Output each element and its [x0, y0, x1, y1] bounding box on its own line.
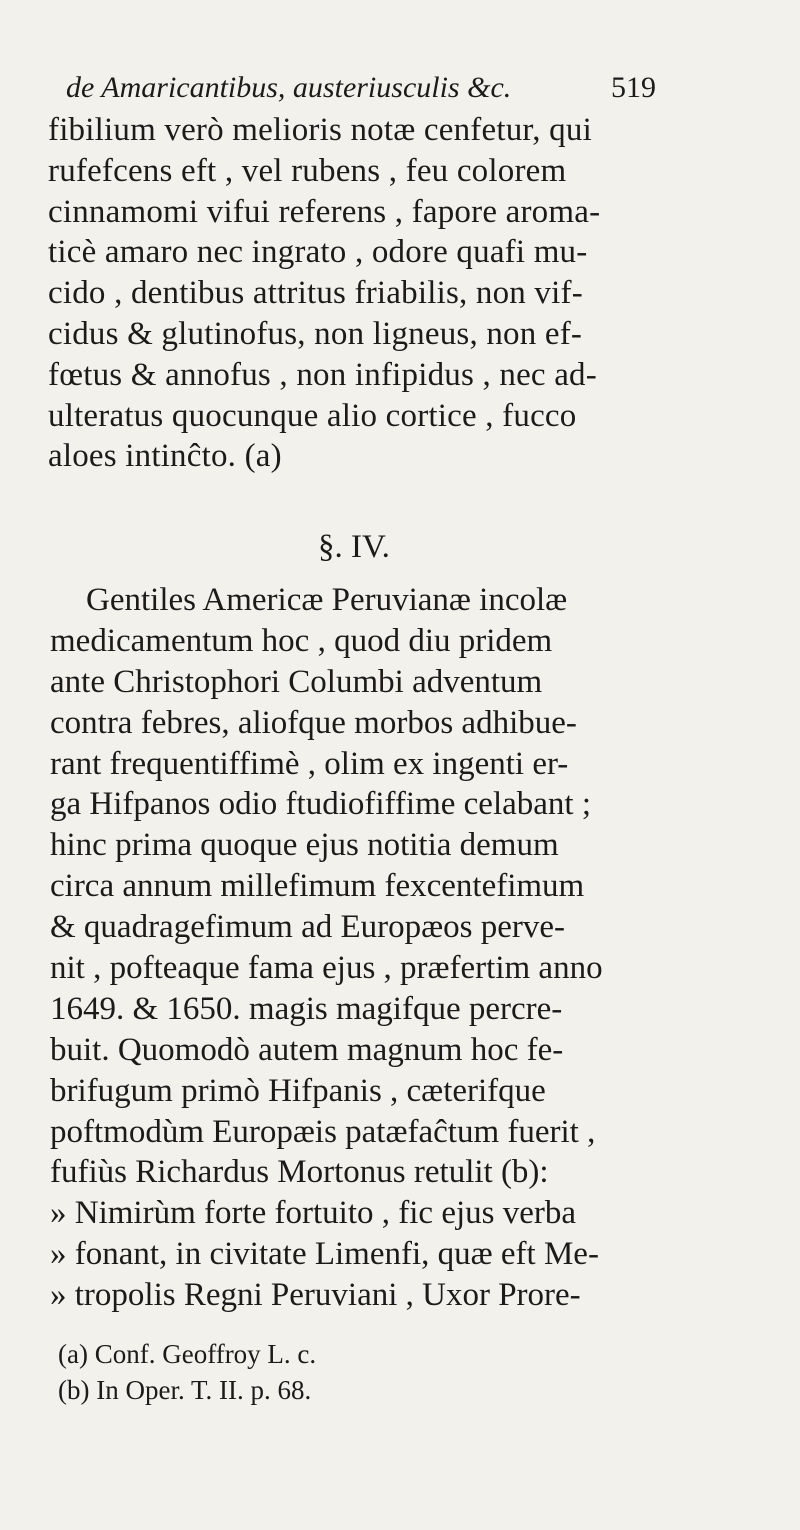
- text-line: ticè amaro nec ingrato , odore quafi mu-: [48, 234, 588, 271]
- text-line: Gentiles Americæ Peruvianæ incolæ: [86, 582, 568, 618]
- running-head: [66, 68, 666, 108]
- text-line: medicamentum hoc , quod diu pridem: [50, 622, 553, 659]
- text-line: fibilium verò melioris notæ cenfetur, qui: [48, 112, 592, 148]
- text-line: buit. Quomodò autem magnum hoc fe-: [50, 1031, 564, 1068]
- running-head-title: de Amaricantibus, austeriusculis &c.: [66, 71, 512, 104]
- footnote: (a) Conf. Geoffroy L. c.: [58, 1339, 317, 1369]
- text-line: 1649. & 1650. magis magifque percre-: [50, 990, 563, 1027]
- quoted-line: » Nimirùm forte fortuito , fic ejus verba: [50, 1195, 577, 1232]
- text-line: cidus & glutinofus, non ligneus, non ef-: [48, 315, 583, 352]
- footnote: (b) In Oper. T. II. p. 68.: [58, 1375, 312, 1405]
- text-line: ulteratus quocunque alio cortice , fucco: [48, 397, 577, 434]
- text-line: & quadragefimum ad Europæos perve-: [50, 909, 566, 946]
- text-line: brifugum primò Hifpanis , cæterifque: [50, 1072, 546, 1109]
- text-line: contra febres, aliofque morbos adhibue-: [50, 704, 577, 741]
- text-line: cido , dentibus attritus friabilis, non vif-: [48, 275, 583, 312]
- text-line: cinnamomi vifui referens , fapore aroma-: [48, 193, 601, 230]
- text-line: circa annum millefimum fexcentefimum: [50, 868, 585, 905]
- section-heading: §. IV.: [318, 529, 390, 565]
- text-line: fœtus & annofus , non infipidus , nec ad-: [48, 356, 597, 393]
- text-line: rant frequentiffimè , olim ex ingenti er-: [50, 745, 569, 782]
- text-line: ga Hifpanos odio ftudiofiffime celabant ;: [50, 786, 591, 823]
- quoted-line: » fonant, in civitate Limenfi, quæ eft Me-: [50, 1236, 599, 1273]
- paragraph-2: [50, 580, 760, 1316]
- footnotes: [58, 1336, 658, 1408]
- text-line: ante Christophori Columbi adventum: [50, 663, 543, 700]
- page-number: 519: [611, 71, 656, 104]
- paragraph-1: [48, 110, 748, 477]
- text-line: nit , pofteaque fama ejus , præfertim anno: [50, 950, 603, 987]
- text-line: fufiùs Richardus Mortonus retulit (b):: [50, 1154, 549, 1191]
- text-line: poftmodùm Europæis patæfaĉtum fuerit ,: [50, 1113, 596, 1150]
- text-line: aloes intinĉto. (a): [48, 438, 282, 475]
- text-line: hinc prima quoque ejus notitia demum: [50, 827, 559, 864]
- quoted-line: » tropolis Regni Peruviani , Uxor Prore-: [50, 1277, 581, 1314]
- text-line: rufefcens eft , vel rubens , feu colorem: [48, 152, 567, 189]
